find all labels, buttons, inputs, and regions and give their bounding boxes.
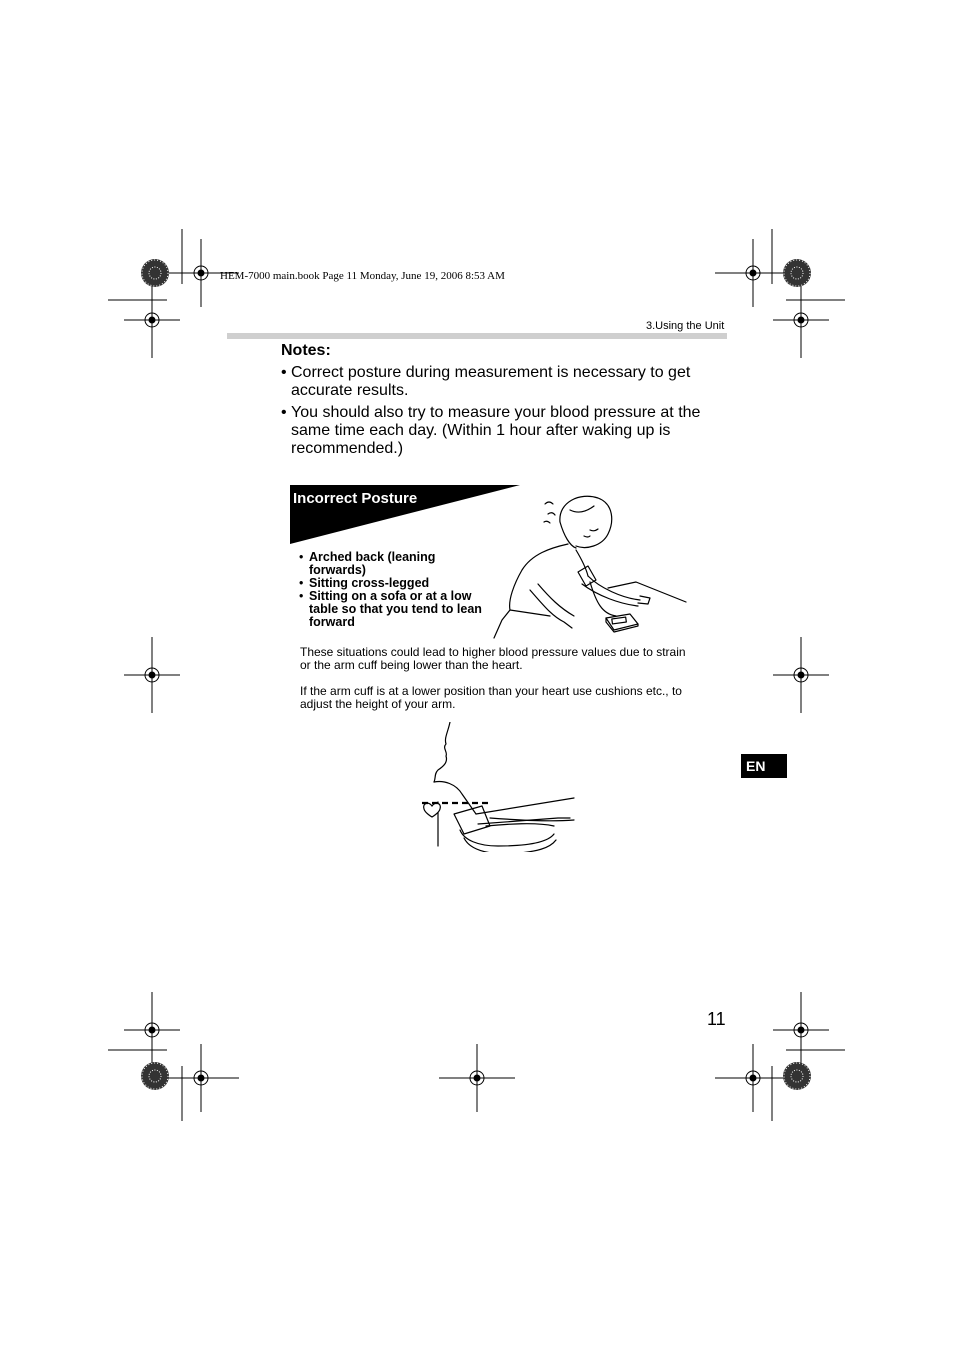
bullet-icon: • bbox=[281, 364, 287, 381]
correct-height-illustration bbox=[418, 722, 578, 852]
print-slug: HEM-7000 main.book Page 11 Monday, June 19, 2006 8:53 AM bbox=[220, 270, 505, 282]
incorrect-posture-list bbox=[299, 551, 494, 629]
posture-item: • Sitting cross-legged bbox=[299, 576, 430, 590]
header-rule bbox=[227, 333, 727, 339]
paragraph-situations: These situations could lead to higher blood pressure values due to strain or the arm cuff being lower than the heart. bbox=[300, 645, 686, 672]
notes-item: • Correct posture during measurement is necessary to get accurate results. bbox=[281, 364, 691, 399]
incorrect-posture-title: Incorrect Posture bbox=[293, 490, 418, 507]
posture-item: • Sitting on a sofa or at a low table so that you tend to lean forward bbox=[299, 589, 482, 629]
notes-item: • You should also try to measure your blood pressure at the same time each day. (Within 1 hour after waking up is recommended.) bbox=[281, 404, 701, 457]
notes-list bbox=[281, 364, 711, 462]
page-number: 11 bbox=[707, 1009, 726, 1029]
paragraph-cushions: If the arm cuff is at a lower position than your heart use cushions etc., to adjust the height of your arm. bbox=[300, 684, 682, 711]
bullet-icon: • bbox=[299, 576, 304, 590]
bullet-icon: • bbox=[281, 404, 287, 421]
language-tab: EN bbox=[741, 754, 787, 778]
section-header: 3.Using the Unit bbox=[646, 320, 725, 332]
bullet-icon: • bbox=[299, 589, 304, 603]
incorrect-posture-illustration bbox=[490, 492, 690, 642]
bullet-icon: • bbox=[299, 550, 304, 564]
notes-title: Notes: bbox=[281, 342, 331, 359]
posture-item: • Arched back (leaning forwards) bbox=[299, 550, 436, 577]
